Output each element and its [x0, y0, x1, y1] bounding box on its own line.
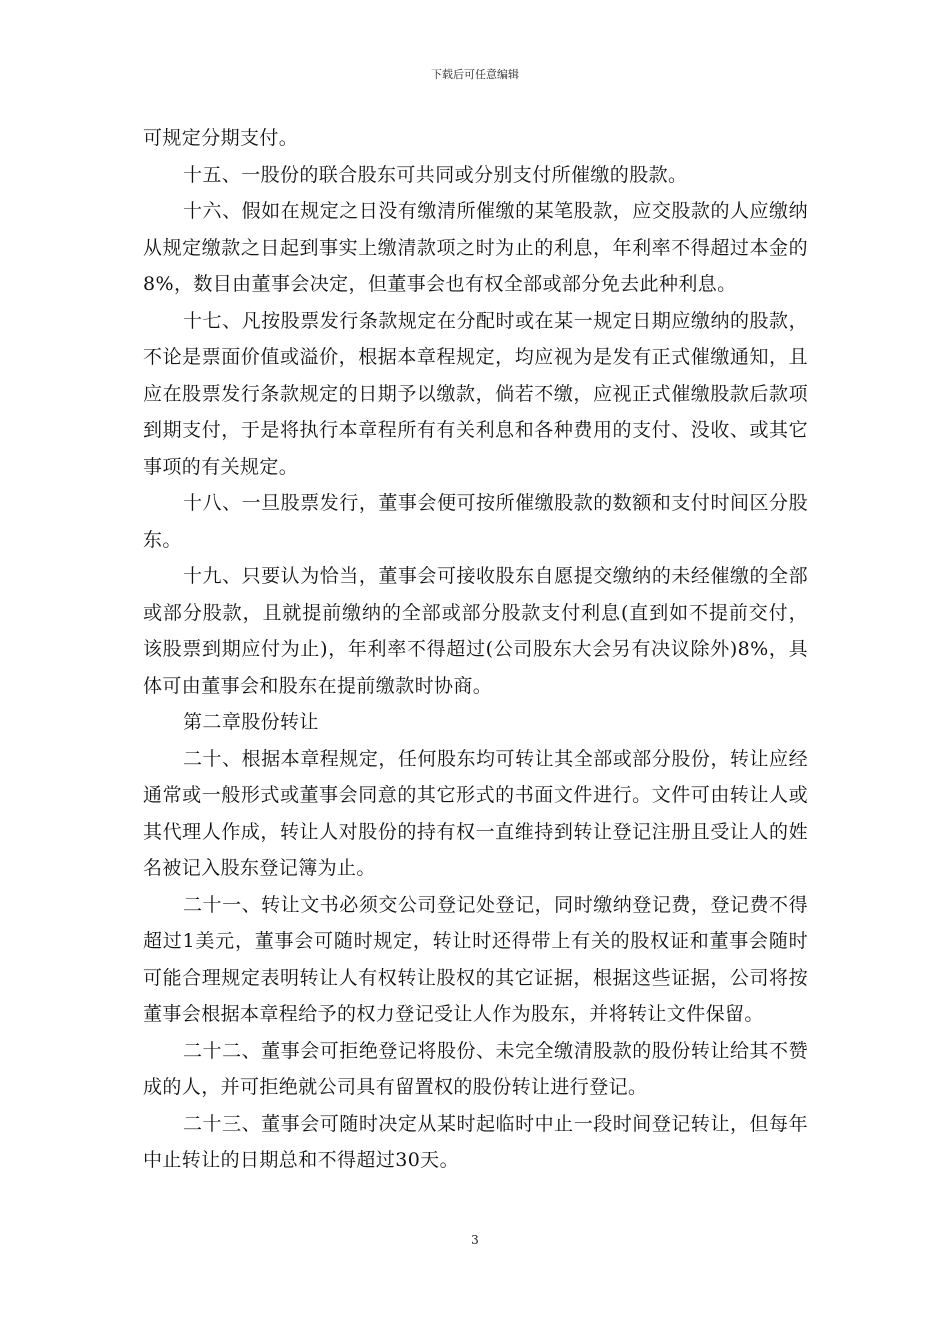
paragraph-article-18: 十八、一旦股票发行，董事会便可按所催缴股款的数额和支付时间区分股东。 — [143, 492, 808, 551]
paragraph-article-23: 二十三、董事会可随时决定从某时起临时中止一段时间登记转让，但每年中止转让的日期总和不得超过30天。 — [143, 1112, 808, 1171]
paragraph-article-19: 十九、只要认为恰当，董事会可接收股东自愿提交缴纳的未经催缴的全部或部分股款，且就提前缴纳的全部或部分股款支付利息(直到如不提前交付，该股票到期应付为止)，年利率不得超过(公司股东大会另有决议除外)8%，具体可由董事会和股东在提前缴款时协商。 — [143, 565, 808, 697]
paragraph-article-20: 二十、根据本章程规定，任何股东均可转让其全部或部分股份，转让应经通常或一般形式或董事会同意的其它形式的书面文件进行。文件可由转让人或其代理人作成，转让人对股份的持有权一直维持到转让登记注册且受让人的姓名被记入股东登记簿为止。 — [143, 747, 808, 879]
document-body — [143, 120, 808, 1179]
paragraph-continuation: 可规定分期支付。 — [143, 127, 299, 149]
paragraph-article-16: 十六、假如在规定之日没有缴清所催缴的某笔股款，应交股款的人应缴纳从规定缴款之日起到事实上缴清款项之时为止的利息，年利率不得超过本金的8%，数目由董事会决定，但董事会也有权全部或部分免去此种利息。 — [143, 200, 808, 295]
chapter-heading: 第二章股份转让 — [183, 711, 319, 733]
page-header: 下载后可任意编辑 — [431, 68, 519, 81]
paragraph-article-15: 十五、一股份的联合股东可共同或分别支付所催缴的股款。 — [183, 163, 688, 186]
paragraph-article-17: 十七、凡按股票发行条款规定在分配时或在某一规定日期应缴纳的股款，不论是票面价值或溢价，根据本章程规定，均应视为是发有正式催缴通知，且应在股票发行条款规定的日期予以缴款，倘若不缴，应视正式催缴股款后款项到期支付，于是将执行本章程所有有关利息和各种费用的支付、没收、或其它事项的有关规定。 — [143, 309, 808, 478]
page-number: 3 — [471, 1233, 479, 1247]
paragraph-article-22: 二十二、董事会可拒绝登记将股份、未完全缴清股款的股份转让给其不赞成的人，并可拒绝就公司具有留置权的股份转让进行登记。 — [143, 1039, 808, 1098]
paragraph-article-21: 二十一、转让文书必须交公司登记处登记，同时缴纳登记费，登记费不得超过1美元，董事会可随时规定，转让时还得带上有关的股权证和董事会随时可能合理规定表明转让人有权转让股权的其它证据，根据这些证据，公司将按董事会根据本章程给予的权力登记受让人作为股东，并将转让文件保留。 — [143, 893, 808, 1025]
